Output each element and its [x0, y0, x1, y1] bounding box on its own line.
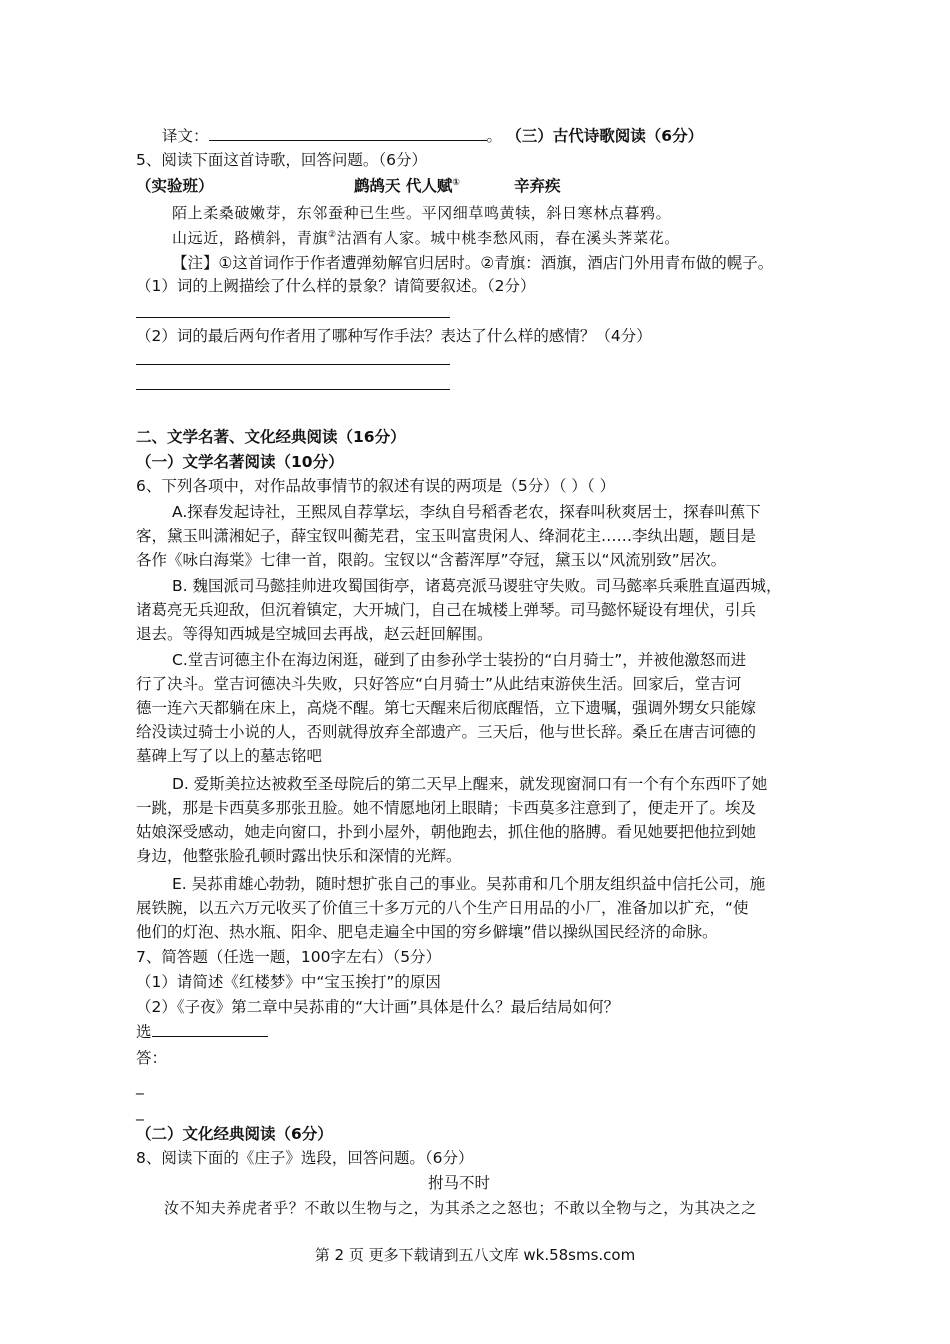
- option-a-line-1: A.探春发起诗社，王熙凤自荐掌坛，李纨自号稻香老农，探春叫秋爽居士，探春叫蕉下: [172, 503, 761, 521]
- choose-label: 选: [136, 1023, 152, 1041]
- translation-line: [162, 124, 703, 148]
- q5-sub1-answer-line[interactable]: [136, 317, 450, 318]
- poem-line-1: 陌上柔桑破嫩芽，东邻蚕种已生些。平冈细草鸣黄犊，斜日寒林点暮鸦。: [172, 204, 672, 222]
- poem-line-2a: 山远近，路横斜，青旗: [172, 229, 329, 247]
- part2-title: （二）文化经典阅读（6分）: [136, 1125, 333, 1143]
- q5-sub2-answer-line-1[interactable]: [136, 364, 450, 365]
- q5-sub2: （2）词的最后两句作者用了哪种写作手法？表达了什么样的感情？（4分）: [136, 327, 652, 345]
- translation-label: 译文：: [162, 127, 209, 145]
- option-d-line-3: 姑娘深受感动，她走向窗口，扑到小屋外，朝他跑去，抓住他的胳膊。看见她要把他拉到她: [136, 823, 757, 841]
- poem-line-2: [172, 226, 680, 250]
- option-c-line-3: 德一连六天都躺在床上，高烧不醒。第七天醒来后彻底醒悟，立下遗嘱，强调外甥女只能嫁: [136, 699, 757, 717]
- option-e-line-2: 展铁腕，以五六万元收买了价值三十多万元的八个生产日用品的小厂，准备加以扩充，“使: [136, 899, 749, 917]
- option-b-line-3: 退去。等得知西城是空城回去再战，赵云赶回解围。: [136, 625, 493, 643]
- option-c-line-4: 给没读过骑士小说的人，否则就得放弃全部遗产。三天后，他与世长辞。桑丘在唐吉诃德的: [136, 723, 757, 741]
- passage-line-1: 汝不知夫养虎者乎？不敢以生物与之，为其杀之之怒也；不敢以全物与之，为其决之之: [164, 1199, 757, 1217]
- option-b-line-2: 诸葛亮无兵迎敌，但沉着镇定，大开城门，自己在城楼上弹琴。司马懿怀疑设有埋伏，引兵: [136, 601, 757, 619]
- q8-stem: 8、阅读下面的《庄子》选段，回答问题。（6分）: [136, 1149, 474, 1167]
- q5-stem: 5、阅读下面这首诗歌，回答问题。（6分）: [136, 151, 427, 169]
- translation-period: 。: [486, 127, 503, 145]
- choose-blank[interactable]: [152, 1020, 268, 1037]
- poem-author: 辛弃疾: [514, 177, 561, 195]
- q5-sub1: （1）词的上阙描绘了什么样的景象？请简要叙述。（2分）: [136, 277, 536, 295]
- passage-title: 拊马不时: [428, 1174, 491, 1192]
- option-e-line-3: 他们的灯泡、热水瓶、阳伞、肥皂走遍全中国的穷乡僻壤”借以操纵国民经济的命脉。: [136, 923, 718, 941]
- q7-option-2: （2）《子夜》第二章中吴荪甫的“大计画”具体是什么？最后结局如何？: [136, 998, 620, 1016]
- option-c-line-5: 墓碑上写了以上的墓志铭吧: [136, 747, 323, 765]
- option-a-line-3: 各作《咏白海棠》七律一首，限韵。宝钗以“含蓄浑厚”夺冠，黛玉以“风流别致”居次。: [136, 551, 727, 569]
- q7-stem: 7、简答题（任选一题，100字左右）（5分）: [136, 948, 442, 966]
- answer-label: 答：: [136, 1049, 168, 1067]
- option-d-line-4: 身边，他整张脸孔顿时露出快乐和深情的光辉。: [136, 847, 462, 865]
- q7-option-1: （1）请简述《红楼梦》中“宝玉挨打”的原因: [136, 973, 441, 991]
- translation-blank[interactable]: [209, 124, 487, 141]
- option-d-line-2: 一跳，那是卡西莫多那张丑脸。她不情愿地闭上眼睛；卡西莫多注意到了，便走开了。埃及: [136, 799, 757, 817]
- option-e-line-1: E. 吴荪甫雄心勃勃，随时想扩张自己的事业。吴荪甫和几个朋友组织益中信托公司，施: [172, 875, 766, 893]
- section3-title: （三）古代诗歌阅读（6分）: [514, 127, 704, 145]
- option-d-line-1: D. 爱斯美拉达被救至圣母院后的第二天早上醒来，就发现窗洞口有一个有个东西吓了她: [172, 775, 768, 793]
- poem-title-text: 鹧鸪天 代人赋: [354, 177, 453, 195]
- poem-title: [354, 174, 460, 198]
- option-c-line-2: 行了决斗。堂吉诃德决斗失败，只好答应“白月骑士”从此结束游侠生活。回家后，堂吉诃: [136, 675, 742, 693]
- page-footer: 第 2 页 更多下载请到五八文库 wk.58sms.com: [314, 1246, 636, 1264]
- choose-line: [136, 1020, 268, 1044]
- q5-sub2-answer-line-2[interactable]: [136, 389, 450, 390]
- q6-stem: 6、下列各项中，对作品故事情节的叙述有误的两项是（5分）（ ）（ ）: [136, 477, 616, 495]
- option-a-line-2: 客，黛玉叫潇湘妃子，薛宝钗叫蘅芜君，宝玉叫富贵闲人、绛洞花主……李纨出题，题目是: [136, 527, 757, 545]
- answer-blank-1[interactable]: _: [136, 1077, 144, 1095]
- poem-title-note: ①: [452, 177, 461, 188]
- poem-line-2-note: ②: [328, 230, 337, 240]
- poem-line-2b: 沽酒有人家。城中桃李愁风雨，春在溪头荠菜花。: [336, 229, 680, 247]
- option-b-line-1: B. 魏国派司马懿挂帅进攻蜀国街亭，诸葛亮派马谡驻守失败。司马懿率兵乘胜直逼西城，: [172, 577, 782, 595]
- poem-note: 【注】①这首词作于作者遭弹劾解官归居时。②青旗：酒旗，酒店门外用青布做的幌子。: [172, 254, 774, 272]
- section2-title: 二、文学名著、文化经典阅读（16分）: [136, 428, 406, 446]
- option-c-line-1: C.堂吉诃德主仆在海边闲逛，碰到了由参孙学士装扮的“白月骑士”，并被他激怒而进: [172, 651, 747, 669]
- class-tag: （实验班）: [136, 177, 214, 195]
- answer-blank-2[interactable]: _: [136, 1103, 144, 1121]
- part1-title: （一）文学名著阅读（10分）: [136, 453, 344, 471]
